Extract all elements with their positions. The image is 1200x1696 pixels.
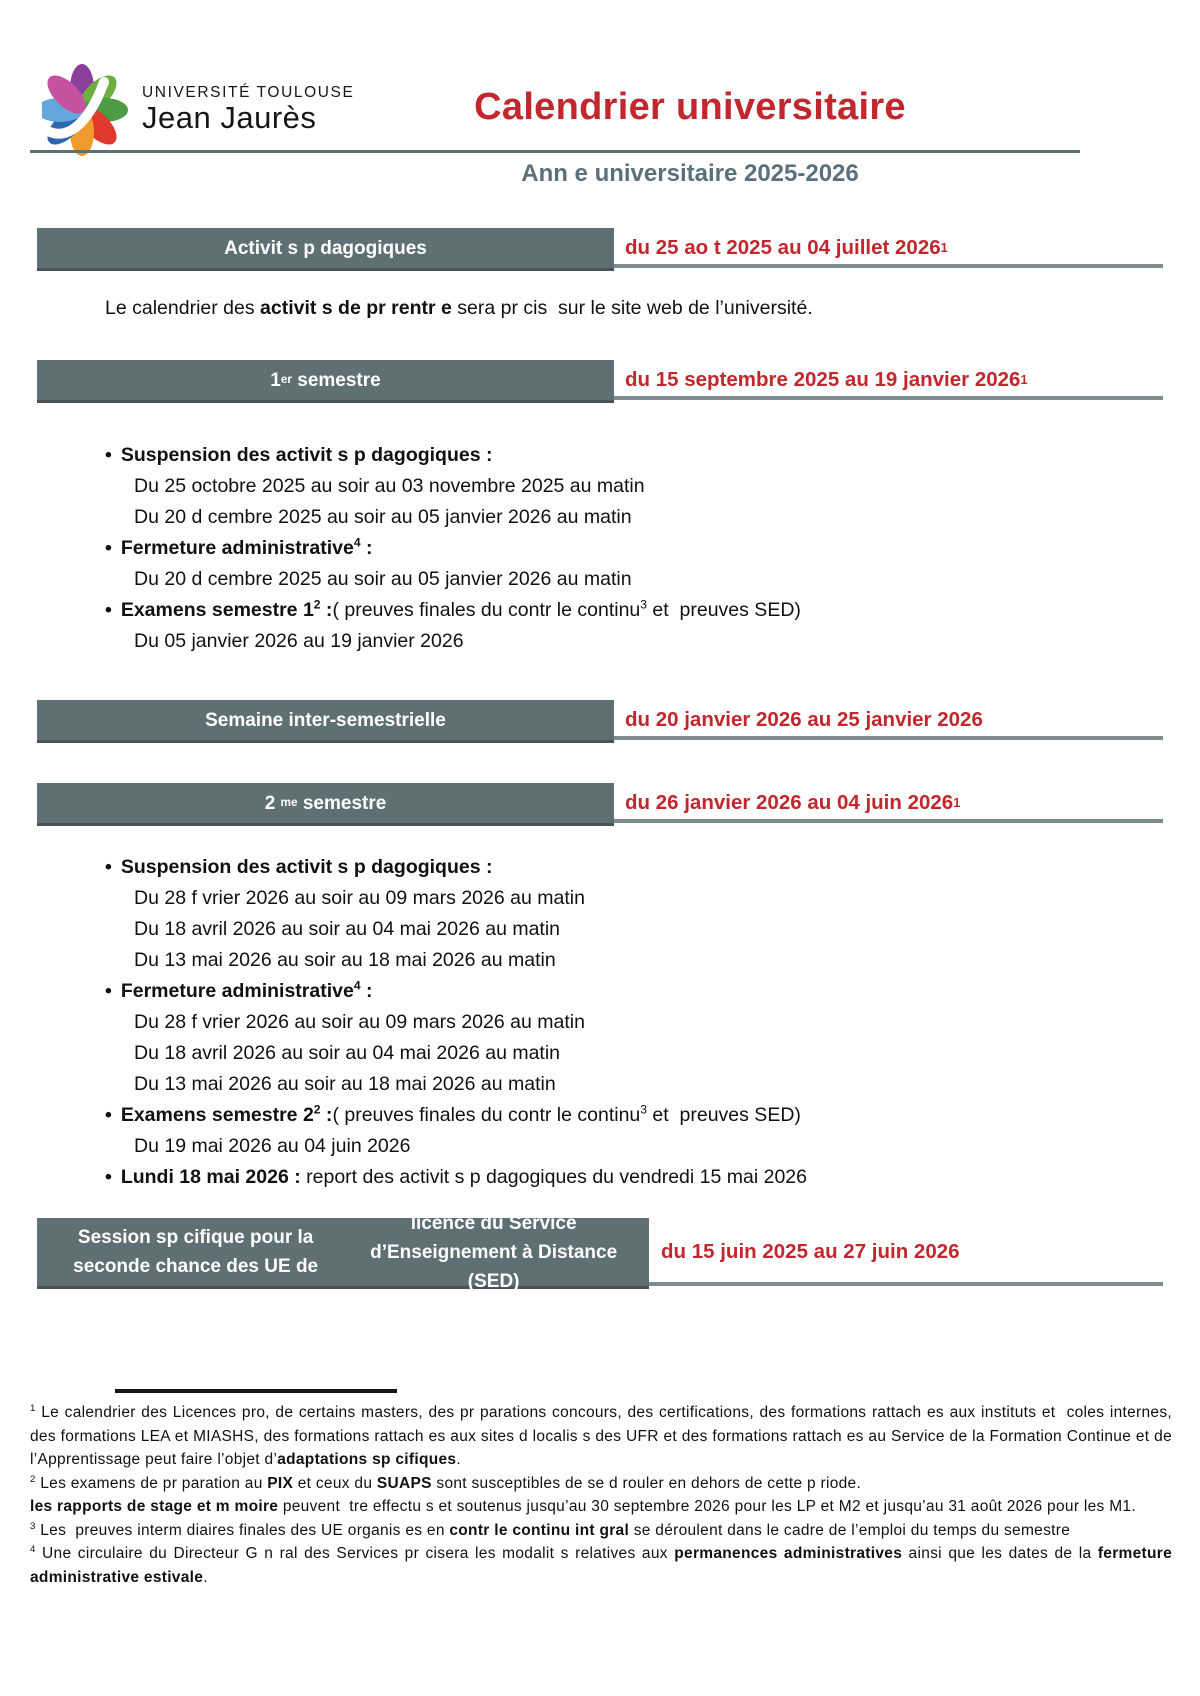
- text-segment: Session sp cifique pour la seconde chance des UE de: [73, 1227, 319, 1277]
- text-segment: du 15 juin 2025 au 27 juin 2026: [661, 1240, 960, 1263]
- text-segment: 4: [353, 535, 361, 550]
- footnote-item: [30, 1401, 1177, 1472]
- bullet-icon: •: [105, 980, 112, 1002]
- text-segment: PIX: [267, 1474, 294, 1492]
- bullet-icon: •: [105, 856, 112, 878]
- footnote-item: [30, 1495, 1172, 1519]
- date-range-item: [134, 564, 1163, 595]
- text-segment: et preuves SED): [647, 599, 801, 621]
- banner-dates: du 26 janvier 2026 au 04 juin 2026 1: [625, 791, 961, 814]
- text-segment: ( preuves finales du contr le continu: [332, 599, 641, 621]
- text-segment: et preuves SED): [647, 1104, 801, 1126]
- banner-session-sed: [37, 1212, 1163, 1292]
- text-segment: Du 28 f vrier 2026 au soir au 09 mars 2026 au matin: [134, 887, 585, 909]
- date-range-item: [134, 626, 1163, 657]
- text-segment: SUAPS: [376, 1474, 432, 1492]
- text-segment: Les examens de pr paration au: [35, 1474, 268, 1492]
- university-logo: [42, 64, 354, 156]
- text-segment: 3: [30, 1520, 36, 1532]
- header-divider: [30, 150, 1080, 153]
- banner-dates: [625, 700, 983, 740]
- text-segment: du 15 septembre 2025 au 19 janvier 2026: [625, 368, 1021, 391]
- banner-dates: du 25 ao t 2025 au 04 juillet 2026 1: [625, 236, 948, 259]
- logo-text-line2: Jean Jaurès: [142, 100, 317, 135]
- bullet-item: [105, 440, 1163, 471]
- date-range-item: [134, 1069, 1163, 1100]
- text-segment: Activit s p dagogiques: [224, 237, 427, 259]
- banner-activites-pedagogiques: [37, 228, 1163, 268]
- semester1-details: [37, 440, 1163, 657]
- banner-semaine-inter-semestrielle: [37, 700, 1163, 740]
- banner-label: [37, 1212, 649, 1292]
- bullet-item: [105, 1100, 1163, 1131]
- text-segment: les rapports de stage et m moire: [30, 1498, 279, 1515]
- bullet-icon: •: [105, 444, 112, 466]
- text-segment: Examens semestre 1: [120, 599, 314, 621]
- intro-paragraph: [105, 297, 1105, 320]
- date-range-item: [134, 1038, 1163, 1069]
- text-segment: se déroulent dans le cadre de l’emploi du temps du semestre: [629, 1521, 1071, 1539]
- text-segment: Du 05 janvier 2026 au 19 janvier 2026: [134, 630, 464, 652]
- date-range-item: [134, 1007, 1163, 1038]
- text-segment: Du 25 octobre 2025 au soir au 03 novembre 2025 au matin: [134, 475, 645, 497]
- text-segment: Fermeture administrative: [120, 537, 354, 559]
- text-segment: du 26 janvier 2026 au 04 juin 2026: [625, 791, 954, 814]
- text-segment: activit s de pr rentr e: [260, 297, 452, 319]
- text-segment: Du 28 f vrier 2026 au soir au 09 mars 2026 au matin: [134, 1011, 585, 1033]
- footnote-item: [30, 1542, 1177, 1589]
- logo-text: [142, 64, 354, 134]
- logo-text-line1: UNIVERSITÉ TOULOUSE: [142, 84, 355, 101]
- banner-label: 1 er semestre: [37, 360, 614, 403]
- text-segment: :: [320, 599, 333, 621]
- footnote-separator: [115, 1389, 397, 1393]
- banner-dates: [661, 1218, 960, 1286]
- text-segment: permanences administratives: [674, 1545, 903, 1562]
- text-segment: 3: [640, 597, 647, 612]
- text-segment: Suspension des activit s p dagogiques :: [120, 856, 493, 878]
- page-title: Calendrier universitaire: [474, 86, 906, 128]
- bullet-item: [105, 533, 1163, 564]
- text-segment: 3: [640, 1102, 647, 1117]
- text-segment: sont susceptibles de se d rouler en dehors de cette p riode.: [431, 1474, 862, 1492]
- text-segment: ( preuves finales du contr le continu: [332, 1104, 641, 1126]
- text-segment: semestre: [297, 792, 387, 814]
- date-range-item: [134, 883, 1163, 914]
- footnotes: [30, 1401, 1177, 1589]
- page-subtitle: Ann e universitaire 2025-2026: [521, 160, 859, 187]
- bullet-icon: •: [105, 1166, 112, 1188]
- text-segment: adaptations sp cifiques: [277, 1451, 457, 1468]
- semester2-details: [37, 852, 1163, 1193]
- text-segment: Du 20 d cembre 2025 au soir au 05 janvier 2026 au matin: [134, 568, 632, 590]
- bullet-item: [105, 595, 1163, 626]
- text-segment: :: [360, 537, 373, 559]
- text-segment: 1: [30, 1402, 36, 1414]
- text-segment: .: [456, 1451, 461, 1468]
- banner-dates: du 15 septembre 2025 au 19 janvier 2026 1: [625, 368, 1028, 391]
- text-segment: 1: [270, 369, 281, 391]
- text-segment: Le calendrier des: [105, 297, 261, 319]
- bullet-icon: •: [105, 1104, 112, 1126]
- text-segment: contr le continu int gral: [449, 1521, 630, 1539]
- banner-label: 2 me semestre: [37, 783, 614, 826]
- text-segment: Du 18 avril 2026 au soir au 04 mai 2026 au matin: [134, 918, 561, 940]
- text-segment: licence du Service d’Enseignement à Distance (SED): [370, 1212, 623, 1292]
- text-segment: 2: [30, 1473, 36, 1485]
- date-range-item: [134, 502, 1163, 533]
- text-segment: Les preuves interm diaires finales des UE organis es en: [35, 1521, 450, 1539]
- banner-semestre-2: [37, 783, 1163, 823]
- text-segment: peuvent tre effectu s et soutenus jusqu’au 30 septembre 2026 pour les LP et M2 et jusqu’au 31 août 2026 pour les M1.: [278, 1498, 1136, 1515]
- text-segment: Lundi 18 mai 2026 :: [120, 1166, 301, 1188]
- text-segment: Du 13 mai 2026 au soir au 18 mai 2026 au matin: [134, 1073, 556, 1095]
- footnote-item: [30, 1519, 1172, 1543]
- text-segment: fermeture administrative estivale: [30, 1545, 1177, 1586]
- text-segment: du 25 ao t 2025 au 04 juillet 2026: [625, 236, 941, 259]
- banner-semestre-1: [37, 360, 1163, 400]
- text-segment: Du 20 d cembre 2025 au soir au 05 janvier 2026 au matin: [134, 506, 632, 528]
- text-segment: 4: [353, 978, 361, 993]
- banner-label: [37, 700, 614, 743]
- text-segment: ainsi que les dates de la: [902, 1545, 1098, 1562]
- text-segment: 2: [313, 597, 321, 612]
- banner-label: [37, 228, 614, 271]
- text-segment: semestre: [291, 369, 381, 391]
- footnote-item: [30, 1472, 1172, 1496]
- text-segment: 2: [313, 1102, 321, 1117]
- text-segment: .: [203, 1568, 208, 1586]
- text-segment: Le calendrier des Licences pro, de certains masters, des pr parations concours, des certifications, des formations rattach es aux instituts et coles internes, des formations LEA et MIASHS, des formations rattach es aux sites d localis s des UFR et des formations rattach es au Service de la Formation Continue et de l’Apprentissage peut faire l’objet d’: [30, 1404, 1177, 1468]
- bullet-item: [105, 852, 1163, 883]
- text-segment: :: [360, 980, 373, 1002]
- text-segment: Fermeture administrative: [120, 980, 354, 1002]
- text-segment: report des activit s p dagogiques du vendredi 15 mai 2026: [300, 1166, 807, 1188]
- bullet-item: [105, 976, 1163, 1007]
- text-segment: Du 18 avril 2026 au soir au 04 mai 2026 au matin: [134, 1042, 561, 1064]
- text-segment: 2: [264, 792, 281, 814]
- text-segment: :: [320, 1104, 333, 1126]
- date-range-item: [134, 1131, 1163, 1162]
- bullet-icon: •: [105, 599, 112, 621]
- text-segment: Du 13 mai 2026 au soir au 18 mai 2026 au matin: [134, 949, 556, 971]
- date-range-item: [134, 945, 1163, 976]
- bullet-icon: •: [105, 537, 112, 559]
- text-segment: Semaine inter-semestrielle: [205, 709, 446, 731]
- text-segment: du 20 janvier 2026 au 25 janvier 2026: [625, 708, 983, 731]
- text-segment: Examens semestre 2: [120, 1104, 314, 1126]
- bullet-item: [105, 1162, 1163, 1193]
- university-toulouse-logo-icon: [42, 64, 138, 156]
- date-range-item: [134, 914, 1163, 945]
- text-segment: et ceux du: [293, 1474, 377, 1492]
- text-segment: 4: [30, 1543, 36, 1555]
- text-segment: sera pr cis sur le site web de l’université.: [451, 297, 813, 319]
- text-segment: Une circulaire du Directeur G n ral des Services pr cisera les modalit s relatives aux: [35, 1545, 675, 1562]
- date-range-item: [134, 471, 1163, 502]
- text-segment: Suspension des activit s p dagogiques :: [120, 444, 493, 466]
- text-segment: Du 19 mai 2026 au 04 juin 2026: [134, 1135, 411, 1157]
